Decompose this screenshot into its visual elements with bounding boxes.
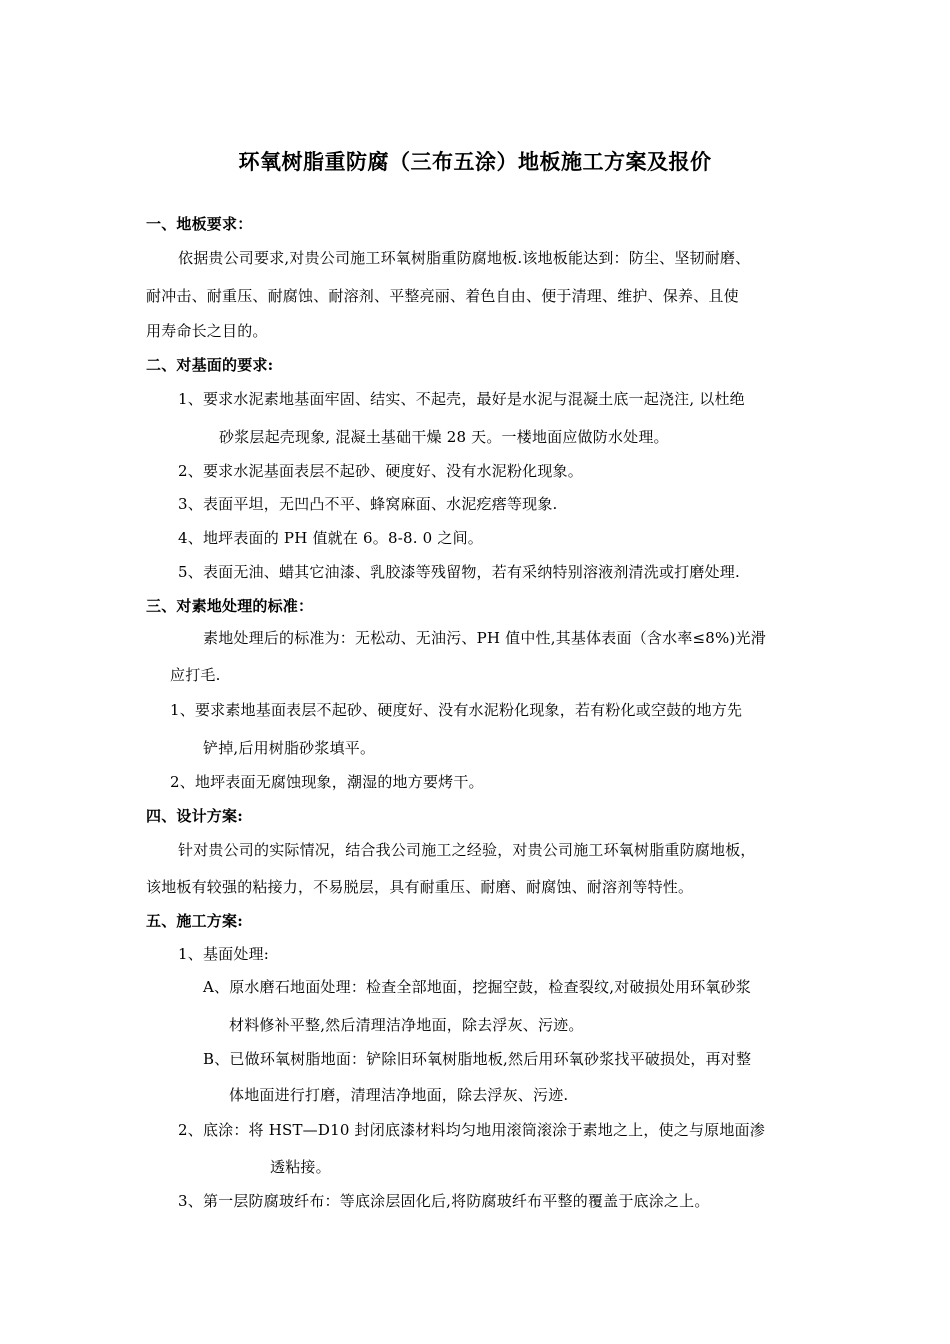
list-item: 2、要求水泥基面表层不起砂、硬度好、没有水泥粉化现象。 — [178, 462, 583, 480]
paragraph-line: 耐冲击、耐重压、耐腐蚀、耐溶剂、平整亮丽、着色自由、便于清理、维护、保养、且使 — [146, 287, 739, 305]
section-heading-4: 四、设计方案: — [146, 807, 243, 825]
sub-list-item: B、已做环氧树脂地面：铲除旧环氧树脂地板,然后用环氧砂浆找平破损处，再对整 — [203, 1050, 752, 1068]
sub-list-item-continuation: 材料修补平整,然后清理洁净地面，除去浮灰、污迹。 — [229, 1016, 584, 1034]
sub-list-item-continuation: 体地面进行打磨，清理洁净地面，除去浮灰、污迹. — [229, 1086, 569, 1104]
list-item-continuation: 透粘接。 — [270, 1158, 331, 1176]
list-item: 1、基面处理: — [178, 945, 269, 963]
paragraph-line: 依据贵公司要求,对贵公司施工环氧树脂重防腐地板.该地板能达到：防尘、坚韧耐磨、 — [178, 249, 751, 267]
sub-list-item: A、原水磨石地面处理：检查全部地面，挖掘空鼓，检查裂纹,对破损处用环氧砂浆 — [203, 978, 752, 996]
section-heading-1: 一、地板要求： — [146, 215, 253, 233]
list-item: 5、表面无油、蜡其它油漆、乳胶漆等残留物，若有采纳特别溶液剂清洗或打磨处理. — [178, 563, 740, 581]
list-item: 2、地坪表面无腐蚀现象，潮湿的地方要烤干。 — [170, 773, 484, 791]
list-item: 1、要求水泥素地基面牢固、结实、不起壳，最好是水泥与混凝土底一起浇注, 以杜绝 — [178, 390, 745, 408]
paragraph-line: 应打毛. — [170, 666, 221, 684]
paragraph-line: 素地处理后的标准为：无松动、无油污、PH 值中性,其基体表面（含水率≤8%)光滑 — [203, 629, 766, 647]
paragraph-line: 用寿命长之目的。 — [146, 322, 268, 340]
section-heading-3: 三、对素地处理的标准： — [146, 597, 314, 615]
list-item-continuation: 砂浆层起壳现象, 混凝土基础干燥 28 天。一楼地面应做防水处理。 — [219, 428, 669, 446]
section-heading-5: 五、施工方案: — [146, 912, 243, 930]
list-item-continuation: 铲掉,后用树脂砂浆填平。 — [203, 739, 376, 757]
document-title: 环氧树脂重防腐（三布五涂）地板施工方案及报价 — [238, 149, 712, 174]
section-heading-2: 二、对基面的要求: — [146, 356, 274, 374]
list-item: 3、表面平坦，无凹凸不平、蜂窝麻面、水泥疙瘩等现象. — [178, 495, 558, 513]
paragraph-line: 该地板有较强的粘接力，不易脱层，具有耐重压、耐磨、耐腐蚀、耐溶剂等特性。 — [146, 878, 694, 896]
list-item: 1、要求素地基面表层不起砂、硬度好、没有水泥粉化现象，若有粉化或空鼓的地方先 — [170, 701, 743, 719]
list-item: 4、地坪表面的 PH 值就在 6。8-8. 0 之间。 — [178, 529, 483, 547]
paragraph-line: 针对贵公司的实际情况，结合我公司施工之经验，对贵公司施工环氧树脂重防腐地板， — [178, 841, 756, 859]
list-item: 2、底涂：将 HST—D10 封闭底漆材料均匀地用滚筒滚涂于素地之上，使之与原地面渗 — [178, 1121, 765, 1139]
list-item: 3、第一层防腐玻纤布：等底涂层固化后,将防腐玻纤布平整的覆盖于底涂之上。 — [178, 1192, 710, 1210]
